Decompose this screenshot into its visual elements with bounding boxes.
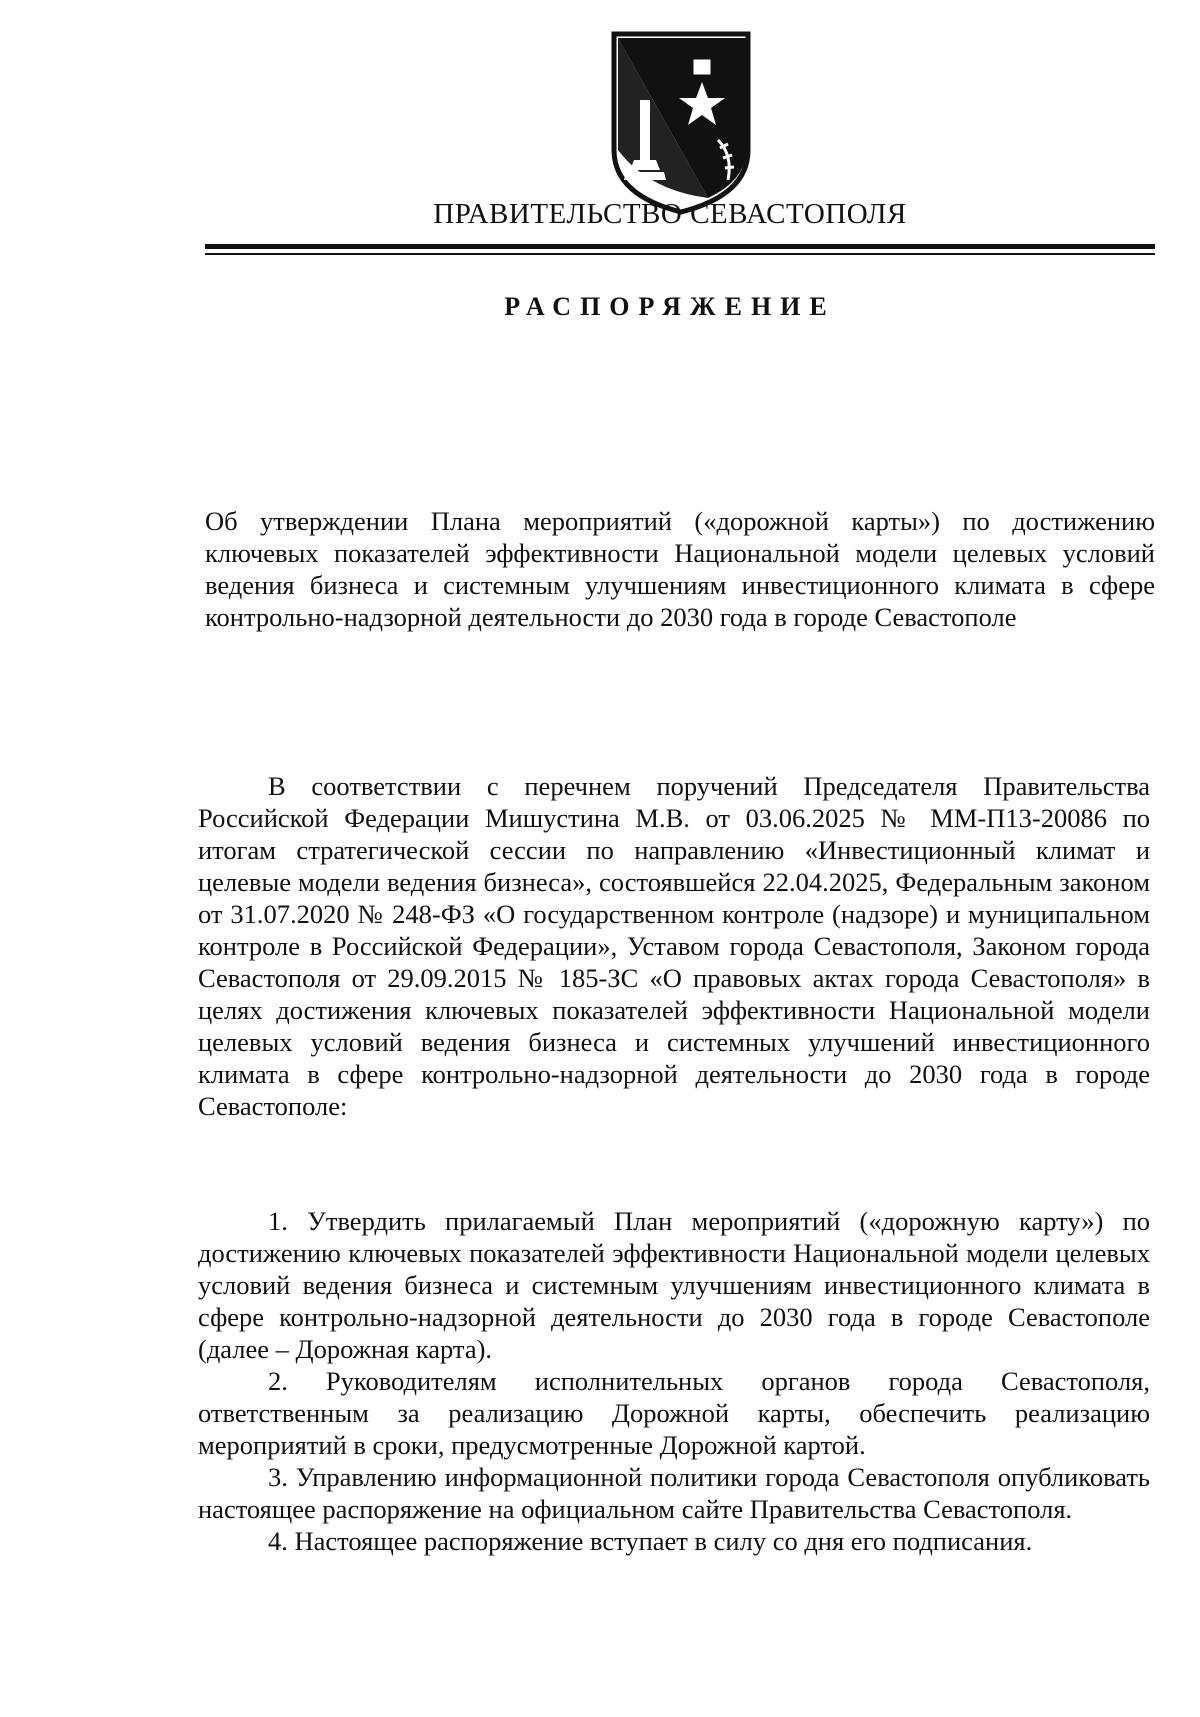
sevastopol-coat-of-arms-icon — [608, 30, 754, 216]
order-items — [198, 1205, 1150, 1557]
preamble-paragraph: В соответствии с перечнем поручений Председателя Правительства Российской Федерации Мишустина М.В. от 03.06.2025 № ММ-П13-20086 по итогам стратегической сессии по направлению «Инвестиционный климат и целевые модели ведения бизнеса», состоявшейся 22.04.2025, Федеральным законом от 31.07.2020 № 248-ФЗ «О государственном контроле (надзоре) и муниципальном контроле в Российской Федерации», Уставом города Севастополя, Законом города Севастополя от 29.09.2015 № 185-ЗС «О правовых актах города Севастополя» в целях достижения ключевых показателей эффективности Национальной модели целевых условий ведения бизнеса и системных улучшений инвестиционного климата в сфере контрольно-надзорной деятельности до 2030 года в городе Севастополе: — [198, 771, 1150, 1121]
order-item-3: 3. Управлению информационной политики города Севастополя опубликовать настоящее распоряжение на официальном сайте Правительства Севастополя. — [198, 1462, 1150, 1524]
organization-title: ПРАВИТЕЛЬСТВО СЕВАСТОПОЛЯ — [433, 198, 907, 230]
order-item-2: 2. Руководителям исполнительных органов города Севастополя, ответственным за реализацию Дорожной карты, обеспечить реализацию мероприятий в сроки, предусмотренные Дорожной картой. — [198, 1366, 1150, 1460]
header-divider-thin — [205, 253, 1155, 255]
header-divider-thick — [205, 244, 1155, 249]
order-item-1: 1. Утвердить прилагаемый План мероприятий («дорожную карту») по достижению ключевых показателей эффективности Национальной модели целевых условий ведения бизнеса и системным улучшениям инвестиционного климата в сфере контрольно-надзорной деятельности до 2030 года в городе Севастополе (далее – Дорожная карта). — [198, 1206, 1150, 1364]
document-type-heading: РАСПОРЯЖЕНИЕ — [504, 292, 836, 321]
order-item-4: 4. Настоящее распоряжение вступает в силу со дня его подписания. — [268, 1526, 1033, 1556]
document-subject: Об утверждении Плана мероприятий («дорожной карты») по достижению ключевых показателей эффективности Национальной модели целевых условий ведения бизнеса и системным улучшениям инвестиционного климата в сфере контрольно-надзорной деятельности до 2030 года в городе Севастополе — [205, 506, 1155, 632]
